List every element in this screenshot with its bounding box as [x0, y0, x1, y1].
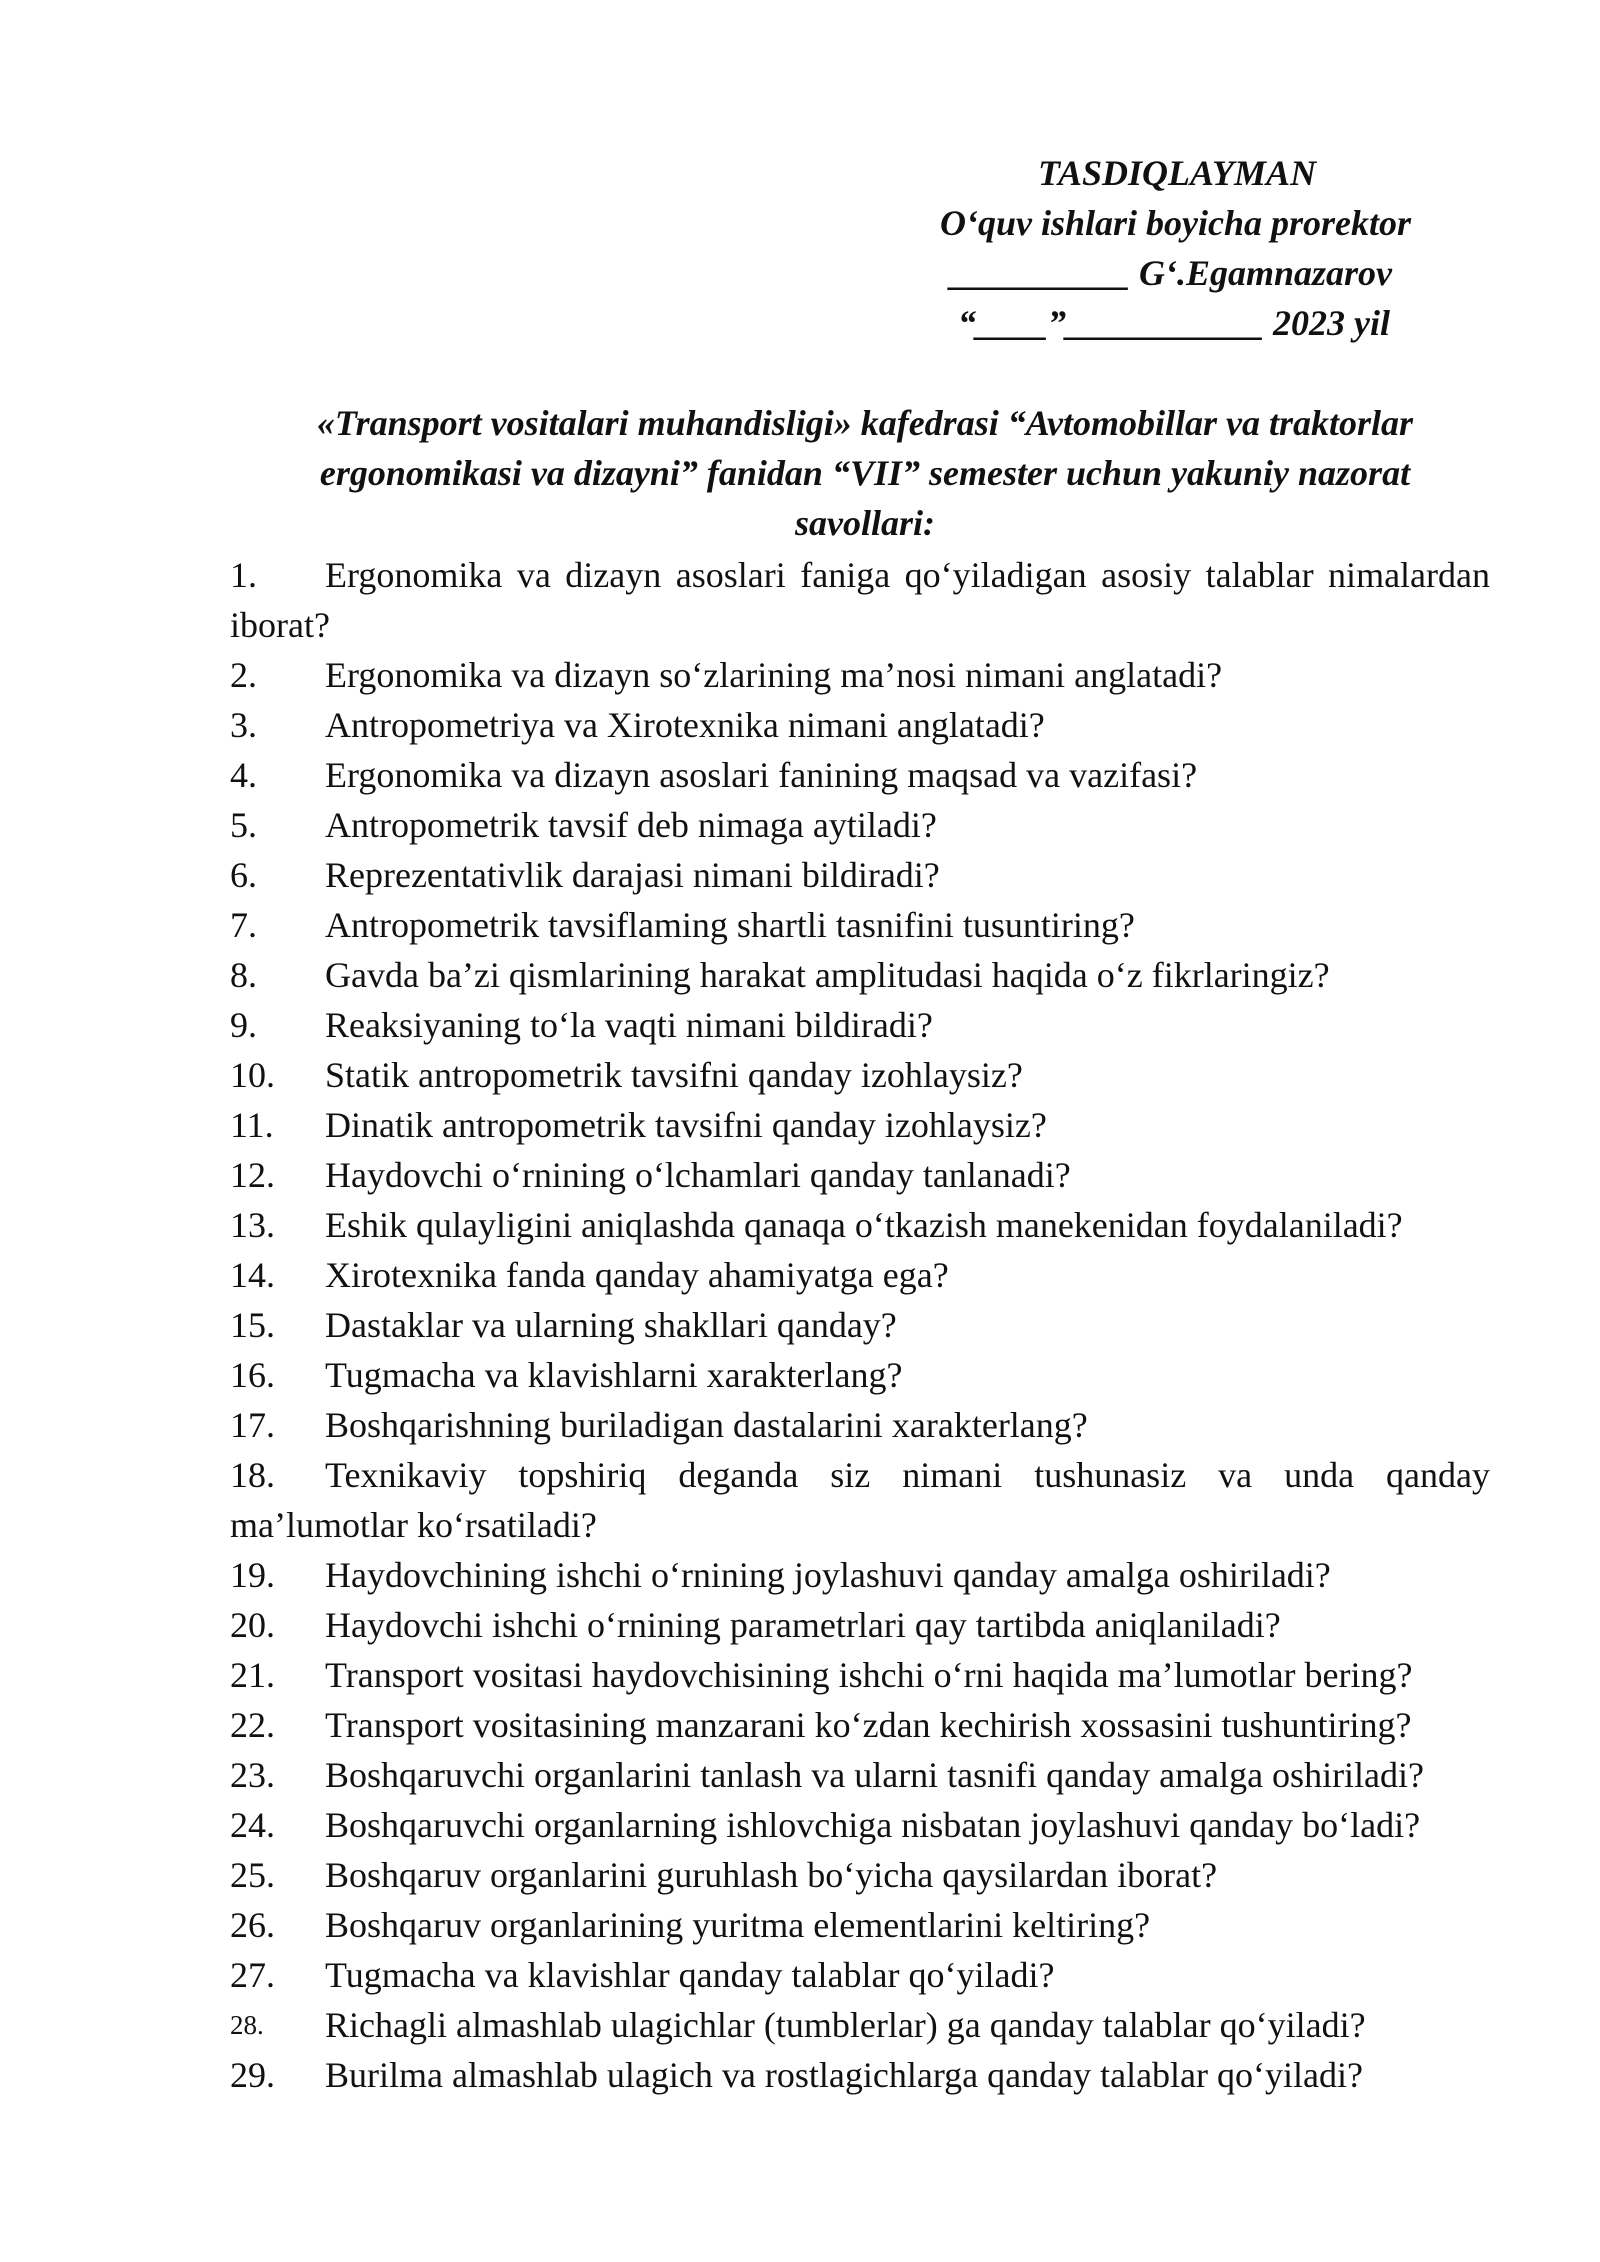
question-item: [230, 750, 1490, 800]
question-text: Boshqaruvchi organlarning ishlovchiga nisbatan joylashuvi qanday bo‘ladi?: [325, 1805, 1421, 1845]
question-text: Haydovchi o‘rnining o‘lchamlari qanday tanlanadi?: [325, 1155, 1071, 1195]
question-number: 28.: [230, 2010, 264, 2040]
question-item: [230, 1100, 1490, 1150]
question-number: 1.: [230, 555, 257, 595]
question-text: Reaksiyaning to‘la vaqti nimani bildiradi?: [325, 1005, 933, 1045]
question-item: [230, 1200, 1490, 1250]
question-number: 25.: [230, 1855, 275, 1895]
question-number: 13.: [230, 1205, 275, 1245]
question-text: Antropometriya va Xirotexnika nimani anglatadi?: [325, 705, 1045, 745]
question-item: [230, 1650, 1490, 1700]
approval-signature: __________ G‘.Egamnazarov: [950, 253, 1393, 293]
question-item: [230, 1550, 1490, 1600]
question-number: 24.: [230, 1805, 275, 1845]
question-item: [230, 950, 1490, 1000]
question-number: 19.: [230, 1555, 275, 1595]
approval-block: [900, 148, 1500, 348]
question-item: [230, 1450, 1490, 1550]
document-heading: [230, 398, 1500, 548]
question-text: Dinatik antropometrik tavsifni qanday izohlaysiz?: [325, 1105, 1047, 1145]
question-text: Haydovchi ishchi o‘rnining parametrlari qay tartibda aniqlaniladi?: [325, 1605, 1281, 1645]
approval-date: “____”___________ 2023 yil: [958, 303, 1390, 343]
question-text: Antropometrik tavsiflaming shartli tasnifini tusuntiring?: [325, 905, 1135, 945]
question-number: 29.: [230, 2055, 275, 2095]
question-item: [230, 1050, 1490, 1100]
question-number: 4.: [230, 755, 257, 795]
question-number: 20.: [230, 1605, 275, 1645]
question-text: Transport vositasining manzarani ko‘zdan kechirish xossasini tushuntiring?: [325, 1705, 1412, 1745]
question-text: Boshqaruv organlarini guruhlash bo‘yicha qaysilardan iborat?: [325, 1855, 1218, 1895]
question-number: 2.: [230, 655, 257, 695]
question-number: 17.: [230, 1405, 275, 1445]
question-text: Eshik qulayligini aniqlashda qanaqa o‘tkazish manekenidan foydalaniladi?: [325, 1205, 1403, 1245]
question-item: [230, 1300, 1490, 1350]
question-number: 21.: [230, 1655, 275, 1695]
question-item: [230, 1350, 1490, 1400]
question-item: [230, 1900, 1490, 1950]
question-item: [230, 2050, 1490, 2100]
question-item: [230, 1750, 1490, 1800]
question-text: Reprezentativlik darajasi nimani bildiradi?: [325, 855, 940, 895]
question-text: Tugmacha va klavishlarni xarakterlang?: [325, 1355, 903, 1395]
question-item: [230, 700, 1490, 750]
question-number: 18.: [230, 1455, 275, 1495]
question-number: 26.: [230, 1905, 275, 1945]
question-item: [230, 850, 1490, 900]
question-text: Tugmacha va klavishlar qanday talablar qo‘yiladi?: [325, 1955, 1055, 1995]
question-text: Xirotexnika fanda qanday ahamiyatga ega?: [325, 1255, 949, 1295]
question-number: 22.: [230, 1705, 275, 1745]
question-number: 15.: [230, 1305, 275, 1345]
question-list: [230, 550, 1490, 2100]
question-number: 14.: [230, 1255, 275, 1295]
question-text: Statik antropometrik tavsifni qanday izohlaysiz?: [325, 1055, 1023, 1095]
question-item: [230, 550, 1490, 650]
question-text: Boshqarishning buriladigan dastalarini xarakterlang?: [325, 1405, 1088, 1445]
question-item: [230, 1400, 1490, 1450]
question-number: 16.: [230, 1355, 275, 1395]
question-item: [230, 2000, 1490, 2050]
question-text: Dastaklar va ularning shakllari qanday?: [325, 1305, 897, 1345]
question-text: Boshqaruv organlarining yuritma elementlarini keltiring?: [325, 1905, 1151, 1945]
question-item: [230, 650, 1490, 700]
question-number: 12.: [230, 1155, 275, 1195]
question-number: 5.: [230, 805, 257, 845]
question-item: [230, 1250, 1490, 1300]
question-text: Richagli almashlab ulagichlar (tumblerlar) ga qanday talablar qo‘yiladi?: [325, 2005, 1366, 2045]
question-number: 23.: [230, 1755, 275, 1795]
question-item: [230, 1950, 1490, 2000]
question-text: Ergonomika va dizayn asoslari faniga qo‘yiladigan asosiy talablar nimalardan iborat?: [230, 555, 1490, 645]
question-item: [230, 1700, 1490, 1750]
question-item: [230, 1600, 1490, 1650]
question-number: 11.: [230, 1105, 274, 1145]
question-number: 6.: [230, 855, 257, 895]
approval-title: TASDIQLAYMAN: [1038, 153, 1317, 193]
heading-line: ergonomikasi va dizayni” fanidan “VII” semester uchun yakuniy nazorat: [319, 453, 1411, 493]
question-text: Burilma almashlab ulagich va rostlagichlarga qanday talablar qo‘yiladi?: [325, 2055, 1363, 2095]
question-number: 7.: [230, 905, 257, 945]
question-text: Ergonomika va dizayn so‘zlarining ma’nosi nimani anglatadi?: [325, 655, 1223, 695]
approval-role: O‘quv ishlari boyicha prorektor: [940, 203, 1412, 243]
question-text: Transport vositasi haydovchisining ishchi o‘rni haqida ma’lumotlar bering?: [325, 1655, 1413, 1695]
question-item: [230, 1850, 1490, 1900]
question-number: 8.: [230, 955, 257, 995]
question-number: 3.: [230, 705, 257, 745]
question-number: 10.: [230, 1055, 275, 1095]
question-text: Texnikaviy topshiriq deganda siz nimani tushunasiz va unda qanday ma’lumotlar ko‘rsatiladi?: [230, 1455, 1490, 1545]
question-text: Antropometrik tavsif deb nimaga aytiladi?: [325, 805, 937, 845]
question-number: 27.: [230, 1955, 275, 1995]
question-item: [230, 1000, 1490, 1050]
question-text: Haydovchining ishchi o‘rnining joylashuvi qanday amalga oshiriladi?: [325, 1555, 1331, 1595]
heading-line: «Transport vositalari muhandisligi» kafedrasi “Avtomobillar va traktorlar: [316, 403, 1414, 443]
question-text: Gavda ba’zi qismlarining harakat amplitudasi haqida o‘z fikrlaringiz?: [325, 955, 1330, 995]
question-item: [230, 900, 1490, 950]
question-number: 9.: [230, 1005, 257, 1045]
question-item: [230, 1800, 1490, 1850]
question-item: [230, 1150, 1490, 1200]
heading-line: savollari:: [795, 503, 935, 543]
question-item: [230, 800, 1490, 850]
question-text: Ergonomika va dizayn asoslari fanining maqsad va vazifasi?: [325, 755, 1198, 795]
question-text: Boshqaruvchi organlarini tanlash va ularni tasnifi qanday amalga oshiriladi?: [325, 1755, 1425, 1795]
